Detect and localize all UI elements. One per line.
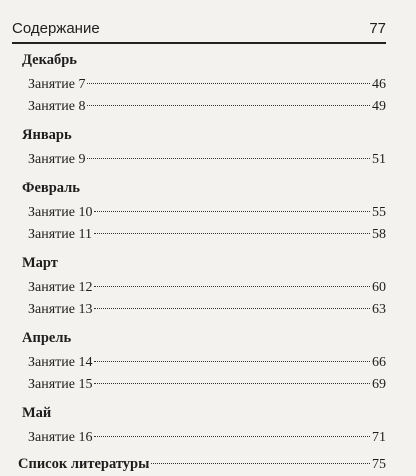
toc-month-heading: Февраль — [22, 180, 80, 196]
toc-entry-label: Занятие 7 — [28, 77, 86, 92]
dot-leader — [87, 105, 370, 106]
dot-leader — [87, 158, 370, 159]
toc-entry-label: Занятие 10 — [28, 205, 93, 220]
running-header — [12, 18, 386, 44]
table-of-contents — [18, 44, 386, 475]
toc-entry-label: Занятие 12 — [28, 280, 93, 295]
toc-entry — [18, 299, 386, 321]
dot-leader — [94, 286, 370, 287]
toc-entry — [18, 74, 386, 96]
dot-leader — [94, 211, 370, 212]
toc-entry-label: Занятие 9 — [28, 152, 86, 167]
toc-month-heading: Декабрь — [22, 52, 77, 68]
toc-month-heading: Март — [22, 255, 58, 271]
toc-entry-label: Занятие 14 — [28, 355, 93, 370]
toc-bibliography-page: 75 — [372, 457, 386, 472]
toc-entry — [18, 427, 386, 449]
toc-entry-page: 51 — [372, 152, 386, 167]
toc-entry — [18, 202, 386, 224]
toc-entry-page: 63 — [372, 302, 386, 317]
dot-leader — [94, 383, 370, 384]
toc-bibliography-entry — [18, 453, 386, 475]
toc-entry — [18, 352, 386, 374]
toc-bibliography-label: Список литературы — [18, 456, 150, 472]
toc-entry — [18, 224, 386, 246]
toc-entry — [18, 96, 386, 118]
toc-month-heading: Январь — [22, 127, 72, 143]
page-number: 77 — [369, 20, 386, 37]
toc-month-heading: Апрель — [22, 330, 72, 346]
dot-leader — [94, 361, 370, 362]
toc-entry-label: Занятие 13 — [28, 302, 93, 317]
toc-entry-page: 60 — [372, 280, 386, 295]
toc-month-heading: Май — [22, 405, 52, 421]
toc-entry — [18, 277, 386, 299]
dot-leader — [87, 83, 370, 84]
toc-entry-page: 49 — [372, 99, 386, 114]
toc-entry — [18, 374, 386, 396]
toc-entry-page: 55 — [372, 205, 386, 220]
dot-leader — [94, 436, 370, 437]
toc-entry-page: 58 — [372, 227, 386, 242]
toc-entry — [18, 149, 386, 171]
toc-entry-label: Занятие 16 — [28, 430, 93, 445]
page-title: Содержание — [12, 20, 100, 37]
toc-entry-page: 66 — [372, 355, 386, 370]
toc-entry-page: 46 — [372, 77, 386, 92]
toc-entry-page: 71 — [372, 430, 386, 445]
dot-leader — [151, 463, 370, 464]
toc-entry-label: Занятие 8 — [28, 99, 86, 114]
dot-leader — [94, 233, 370, 234]
toc-entry-label: Занятие 15 — [28, 377, 93, 392]
dot-leader — [94, 308, 370, 309]
toc-entry-label: Занятие 11 — [28, 227, 92, 242]
toc-entry-page: 69 — [372, 377, 386, 392]
